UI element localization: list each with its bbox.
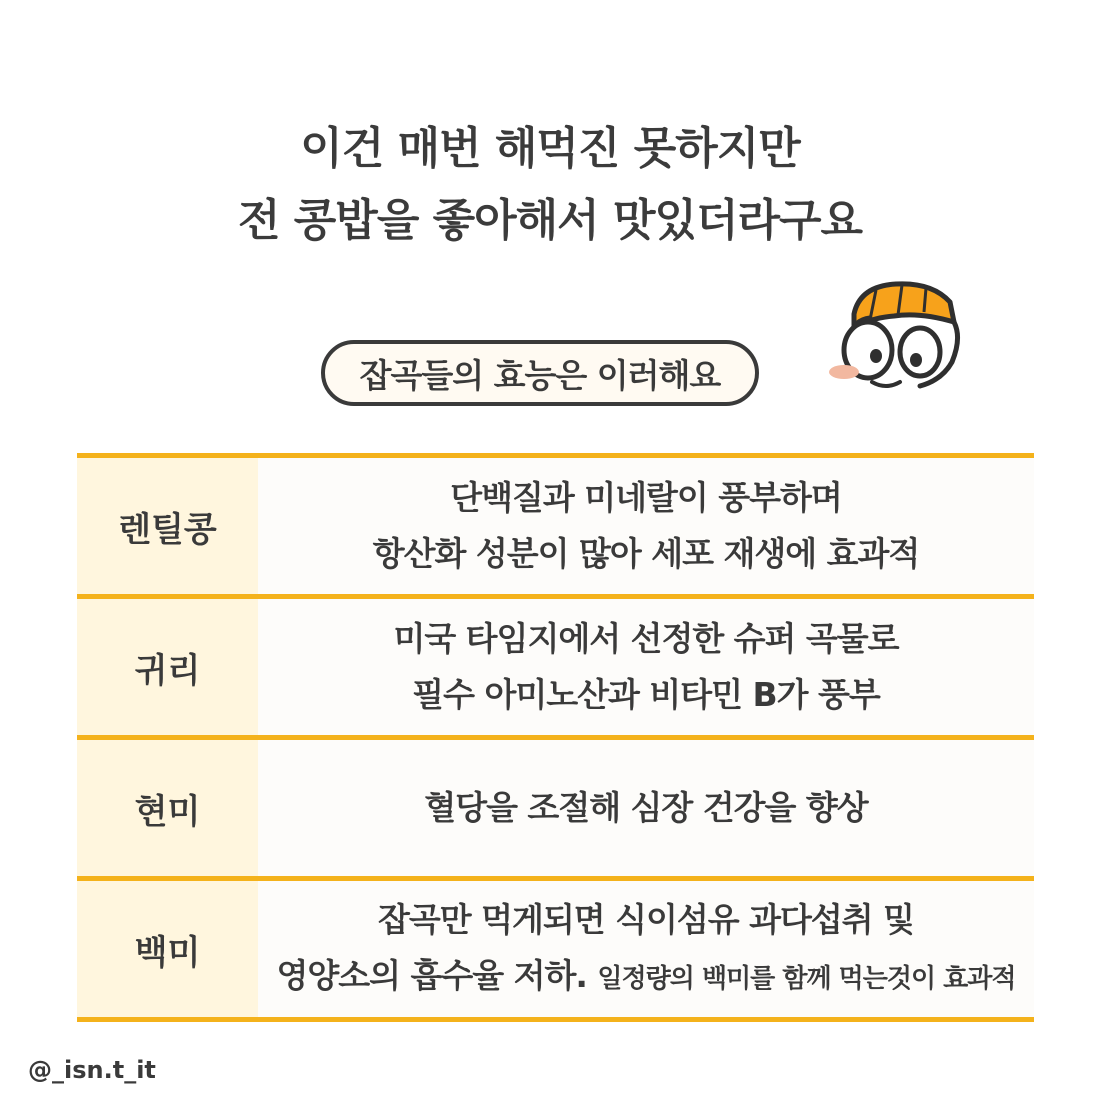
section-title: 잡곡들의 효능은 이러해요: [359, 355, 721, 395]
description-line-mixed: [277, 948, 1016, 1007]
description-line: 항산화 성분이 많아 세포 재생에 효과적: [372, 534, 920, 573]
cartoon-face-with-orange-hat-icon: [824, 276, 964, 406]
table-row: [77, 740, 1034, 881]
headline-line-1: 이건 매번 해먹진 못하지만: [300, 123, 800, 174]
row-label: 귀리: [77, 599, 258, 735]
row-description: [258, 881, 1034, 1017]
headline-line-2: 전 콩밥을 좋아해서 맛있더라구요: [237, 195, 862, 246]
description-line: 미국 타임지에서 선정한 슈퍼 곡물로: [393, 619, 899, 658]
description-line: 단백질과 미네랄이 풍부하며: [450, 478, 842, 517]
row-label: 현미: [77, 740, 258, 876]
description-line: 혈당을 조절해 심장 건강을 향상: [424, 788, 868, 827]
description-line: 잡곡만 먹게되면 식이섬유 과다섭취 및: [377, 899, 914, 939]
row-label: 렌틸콩: [77, 458, 258, 594]
grain-benefits-table: [77, 453, 1034, 1022]
row-description: [258, 740, 1034, 876]
author-handle: @_isn.t_it: [28, 1056, 156, 1084]
description-line: 필수 아미노산과 비타민 B가 풍부: [412, 675, 880, 714]
section-title-pill: [321, 340, 759, 406]
table-row: [77, 599, 1034, 740]
table-row: [77, 881, 1034, 1022]
row-label: 백미: [77, 881, 258, 1017]
row-description: [258, 599, 1034, 735]
table-row: [77, 458, 1034, 599]
description-note: 일정량의 백미를 함께 먹는것이 효과적: [597, 963, 1016, 994]
row-description: [258, 458, 1034, 594]
description-line: 영양소의 흡수율 저하.: [276, 955, 587, 995]
